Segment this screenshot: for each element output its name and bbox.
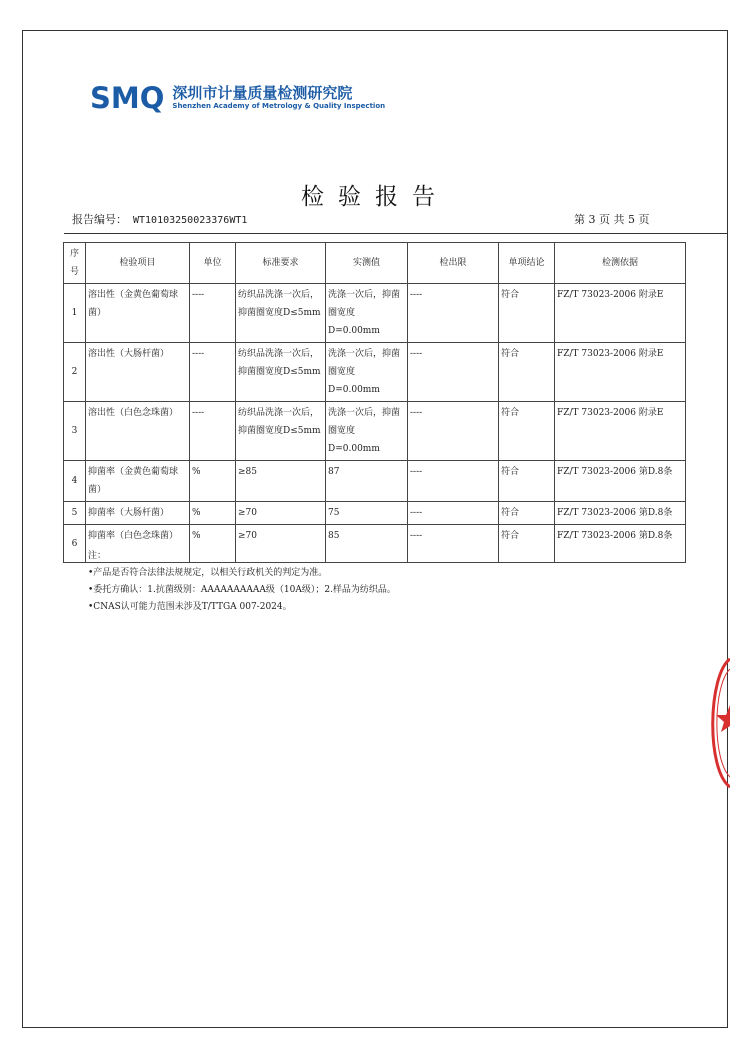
col-header-basis: 检测依据 xyxy=(555,243,686,284)
cell-item: 抑菌率（金黄色葡萄球菌） xyxy=(86,461,190,502)
cell-item: 溶出性（金黄色葡萄球菌） xyxy=(86,284,190,343)
note-item: •委托方确认：1.抗菌级别：AAAAAAAAAA级（10A级）；2.样品为纺织品。 xyxy=(88,585,396,595)
col-header-item: 检验项目 xyxy=(86,243,190,284)
cell-conclusion: 符合 xyxy=(499,284,555,343)
cell-measured: 洗涤一次后，抑菌圈宽度D=0.00mm xyxy=(326,343,408,402)
cell-basis: FZ/T 73023-2006 第D.8条 xyxy=(555,461,686,502)
table-row xyxy=(64,402,686,461)
note-item: •CNAS认可能力范围未涉及T/TTGA 007-2024。 xyxy=(88,602,292,612)
cell-requirement: ≥70 xyxy=(236,525,326,563)
cell-basis: FZ/T 73023-2006 附录E xyxy=(555,343,686,402)
cell-requirement: ≥70 xyxy=(236,502,326,525)
table-header-row xyxy=(64,243,686,284)
cell-item: 抑菌率（白色念珠菌） xyxy=(86,525,190,563)
col-header-requirement: 标准要求 xyxy=(236,243,326,284)
notes xyxy=(88,548,396,616)
cell-no: 6 xyxy=(64,525,86,563)
cell-conclusion: 符合 xyxy=(499,461,555,502)
cell-requirement: 纺织品洗涤一次后，抑菌圈宽度D≤5mm xyxy=(236,343,326,402)
col-header-unit: 单位 xyxy=(190,243,236,284)
cell-measured: 洗涤一次后，抑菌圈宽度D=0.00mm xyxy=(326,284,408,343)
cell-no: 5 xyxy=(64,502,86,525)
cell-limit: ---- xyxy=(408,461,499,502)
cell-no: 2 xyxy=(64,343,86,402)
col-header-no: 序号 xyxy=(64,243,86,284)
document-title: 检验报告 xyxy=(301,184,449,210)
notes-heading: 注： xyxy=(88,551,107,561)
cell-unit: ---- xyxy=(190,343,236,402)
results-table xyxy=(63,242,686,563)
cell-measured: 85 xyxy=(326,525,408,563)
cell-conclusion: 符合 xyxy=(499,343,555,402)
cell-measured: 洗涤一次后，抑菌圈宽度D=0.00mm xyxy=(326,402,408,461)
cell-unit: % xyxy=(190,502,236,525)
cell-requirement: 纺织品洗涤一次后，抑菌圈宽度D≤5mm xyxy=(236,402,326,461)
cell-no: 4 xyxy=(64,461,86,502)
cell-unit: % xyxy=(190,461,236,502)
cell-basis: FZ/T 73023-2006 第D.8条 xyxy=(555,502,686,525)
header-rule xyxy=(64,233,728,234)
cell-item: 抑菌率（大肠杆菌） xyxy=(86,502,190,525)
note-item: •产品是否符合法律法规规定，以相关行政机关的判定为准。 xyxy=(88,568,328,578)
table-row xyxy=(64,343,686,402)
cell-no: 1 xyxy=(64,284,86,343)
org-name-en: Shenzhen Academy of Metrology & Quality Inspection xyxy=(172,102,386,110)
cell-conclusion: 符合 xyxy=(499,502,555,525)
table-row xyxy=(64,502,686,525)
cell-limit: ---- xyxy=(408,402,499,461)
page-info: 第 3 页 共 5 页 xyxy=(574,213,650,226)
cell-conclusion: 符合 xyxy=(499,402,555,461)
report-number-value: WT10103250023376WT1 xyxy=(133,215,248,226)
cell-basis: FZ/T 73023-2006 附录E xyxy=(555,402,686,461)
col-header-measured: 实测值 xyxy=(326,243,408,284)
col-header-limit: 检出限 xyxy=(408,243,499,284)
cell-no: 3 xyxy=(64,402,86,461)
cell-limit: ---- xyxy=(408,525,499,563)
official-seal-stamp xyxy=(704,655,730,790)
cell-basis: FZ/T 73023-2006 附录E xyxy=(555,284,686,343)
table-row xyxy=(64,461,686,502)
org-name-cn: 深圳市计量质量检测研究院 xyxy=(172,84,353,102)
cell-unit: % xyxy=(190,525,236,563)
cell-unit: ---- xyxy=(190,284,236,343)
logo-mark: SMQ xyxy=(90,81,165,115)
col-header-conclusion: 单项结论 xyxy=(499,243,555,284)
logo-text xyxy=(172,85,385,111)
table-row xyxy=(64,284,686,343)
cell-item: 溶出性（大肠杆菌） xyxy=(86,343,190,402)
cell-requirement: 纺织品洗涤一次后，抑菌圈宽度D≤5mm xyxy=(236,284,326,343)
cell-basis: FZ/T 73023-2006 第D.8条 xyxy=(555,525,686,563)
cell-measured: 75 xyxy=(326,502,408,525)
cell-limit: ---- xyxy=(408,284,499,343)
seal-star-icon xyxy=(716,705,730,732)
report-number xyxy=(72,211,247,227)
org-logo xyxy=(90,83,385,113)
cell-limit: ---- xyxy=(408,502,499,525)
cell-requirement: ≥85 xyxy=(236,461,326,502)
cell-limit: ---- xyxy=(408,343,499,402)
cell-unit: ---- xyxy=(190,402,236,461)
cell-conclusion: 符合 xyxy=(499,525,555,563)
report-number-label: 报告编号： xyxy=(72,213,127,226)
cell-measured: 87 xyxy=(326,461,408,502)
cell-item: 溶出性（白色念珠菌） xyxy=(86,402,190,461)
